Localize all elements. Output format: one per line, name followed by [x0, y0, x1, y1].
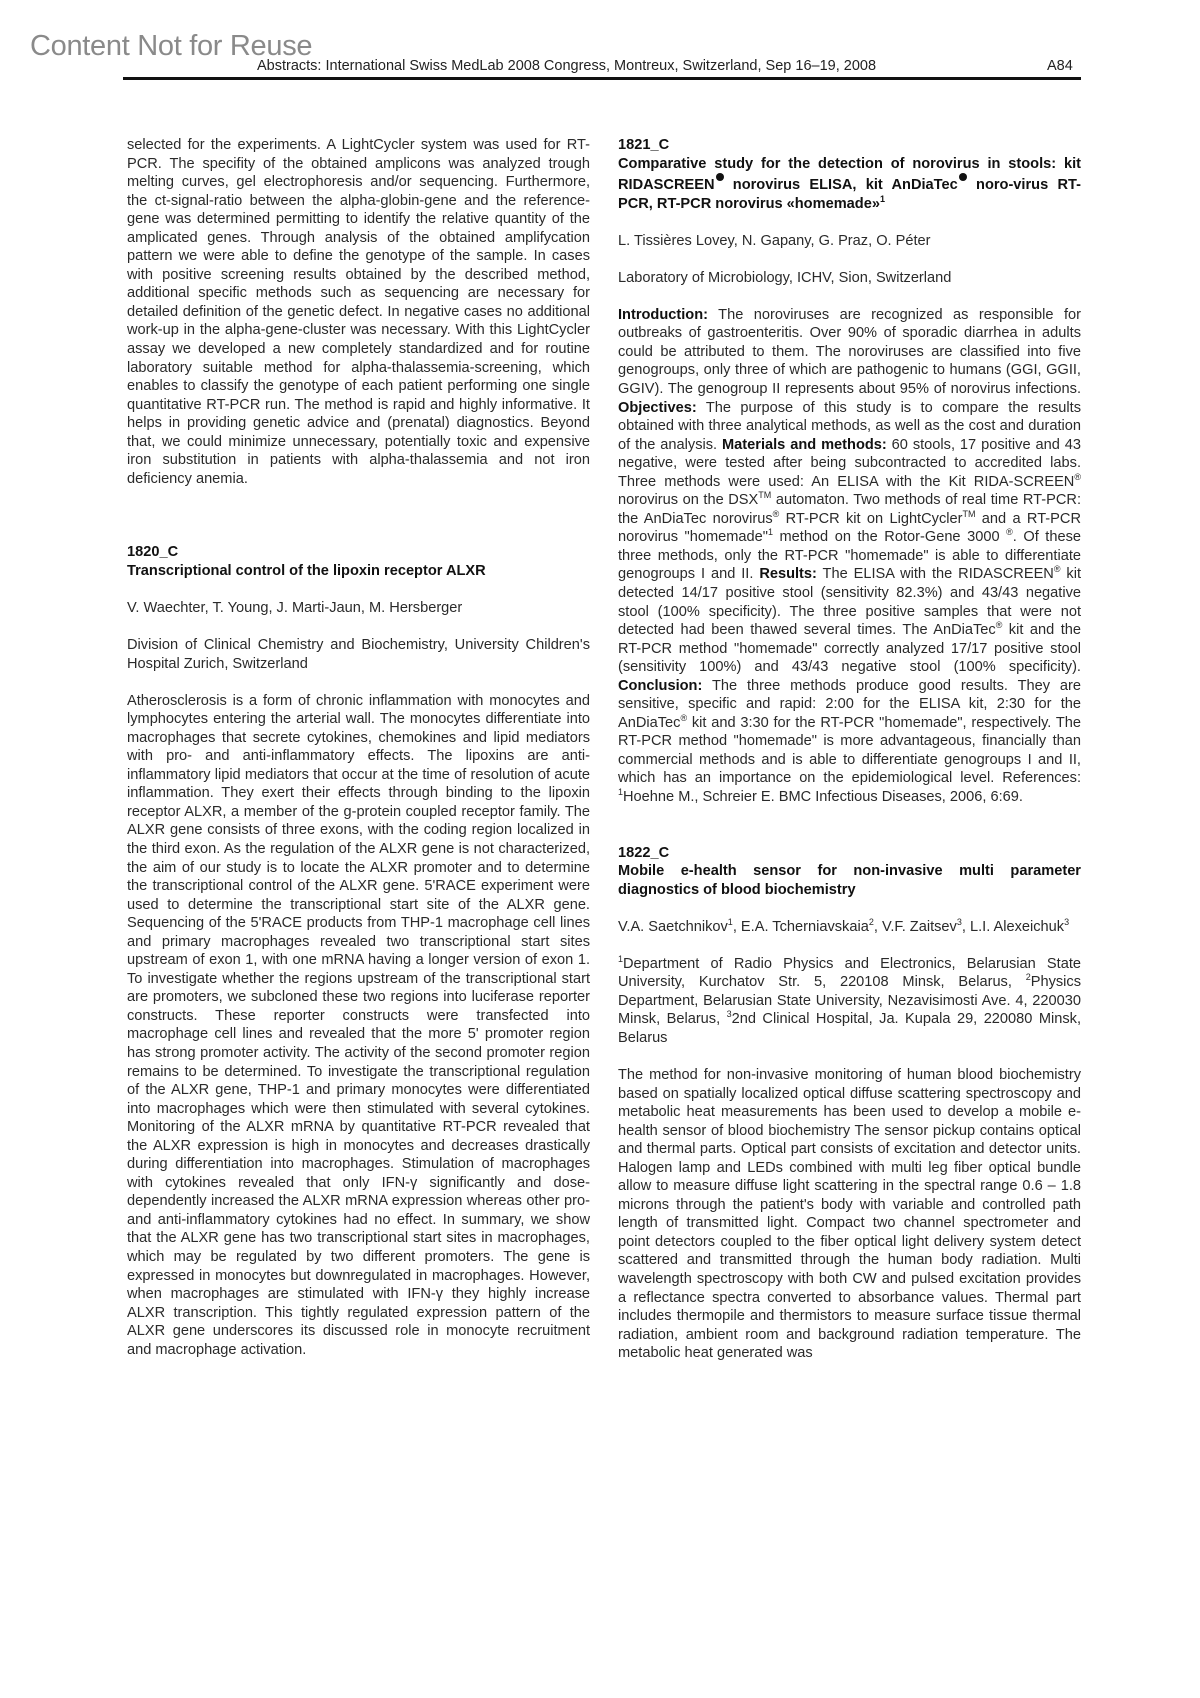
page-number: A84 — [1047, 58, 1073, 74]
spacer — [618, 807, 1081, 844]
body-text: The noroviruses are recognized as responsible for outbreaks of gastroenteritis. Over 90% of sporadic diarrhea in adults could be attributed to them. The noroviruses are classified into five genogroups, only three of which are pathogenic to humans (GGI, GGII, GGIV). The genogroup II represents about 95% of norovirus infections. — [618, 306, 1081, 397]
spacer — [618, 936, 1081, 955]
registered-mark: ® — [772, 508, 780, 519]
body-text: 60 stools, 17 positive and 43 negative, were tested after being subcontracted to accredited labs. Three methods were used: An ELISA with the Kit RIDA-SCREEN — [618, 436, 1081, 490]
section-label-results: Results: — [759, 566, 817, 583]
bullet-icon — [716, 173, 724, 181]
section-label-objectives: Objectives: — [618, 399, 697, 416]
running-head: Abstracts: International Swiss MedLab 2008 Congress, Montreux, Switzerland, Sep 16–19, 2008 — [257, 58, 877, 74]
body-text: kit and the RT-PCR method "homemade" correctly analyzed 17/17 positive stool (sensitivity 100%) and 43/43 negative stool (100% specificity). — [618, 622, 1081, 676]
abstract-body: Atherosclerosis is a form of chronic inflammation with monocytes and lymphocytes entering the arterial wall. The monocytes differentiate into macrophages that secrete cytokines, chemokines and lipid mediators with pro- and anti-inflammatory effects. The lipoxins are anti-inflammatory lipid mediators that occur at the time of resolution of acute inflammation. They exert their effects through binding to the lipoxin receptor ALXR, a member of the g-protein coupled receptor family. The ALXR gene consists of three exons, with the coding region localized in the third exon. As the regulation of the ALXR gene is not characterized, the aim of our study is to locate the ALXR promoter and to determine the transcriptional control of the ALXR gene. 5'RACE experiment were used to determine the transcriptional start site of the ALXR gene. Sequencing of the 5'RACE products from THP-1 macrophage cell lines and primary macrophages revealed two transcriptional start sites upstream of exon 1, with one mRNA having a longer version of exon 1. To investigate whether the regions upstream of the transcriptional start are promoters, we subcloned these two regions into luciferase reporter constructs. These reporter constructs were transfected into macrophage cell lines and revealed that the more 5' promoter region has strong promoter activity. The activity of the second promoter region remains to be determined. To investigate the transcriptional regulation of the ALXR gene, THP-1 and primary monocytes were differentiated into macrophages which were then stimulated with several cytokines. Monitoring of the ALXR mRNA by quantitative RT-PCR revealed that the ALXR expression is high in monocytes and decreases drastically during differentiation into macrophages. Stimulation of macrophages with cytokines revealed that only IFN-γ significantly and dose-dependently increased the ALXR mRNA expression whereas other pro- and anti-inflammatory cytokines had no effect. In summary, we show that the ALXR gene has two transcriptional start sites in macrophages, which may be regulated by two different promoters. The gene is expressed in monocytes but downregulated in macrophages. However, when macrophages are stimulated with IFN-γ they highly increase ALXR transcription. This tightly regulated expression pattern of the ALXR gene underscores its discussed role in monocyte recruitment and macrophage activation. — [127, 692, 590, 1358]
body-text: norovirus on the DSX — [618, 492, 759, 509]
body-text: kit detected 14/17 positive stool (sensitivity 82.3%) and 43/43 negative stool (100% specificity). The three positive samples that were not detected had been thawed several times. The AnDiaTec — [618, 566, 1081, 639]
registered-mark: ® — [1074, 471, 1081, 482]
abstract-authors — [618, 918, 1081, 937]
abstract-affiliation: Division of Clinical Chemistry and Biochemistry, University Children's Hospital Zurich, Switzerland — [127, 637, 590, 672]
footnote-marker: 1 — [879, 193, 885, 204]
abstract-1822 — [618, 844, 1081, 1363]
abstract-id: 1820_C — [127, 544, 179, 561]
trademark-mark: TM — [962, 508, 976, 519]
title-text: norovirus ELISA, kit AnDiaTec — [723, 177, 958, 194]
section-label-conclusion: Conclusion: — [618, 677, 703, 694]
spacer — [618, 287, 1081, 306]
body-text: kit and 3:30 for the RT-PCR "homemade", respectively. The RT-PCR method "homemade" is more advantageous, financially than commercial methods and is able to differentiate genogroups I and II, which has an importance on the epidemiological level. References: — [618, 714, 1081, 787]
abstract-authors: L. Tissières Lovey, N. Gapany, G. Praz, O. Péter — [618, 232, 931, 249]
affiliation-text: Department of Radio Physics and Electronics, Belarusian State University, Kurchatov Str. 5, 220108 Minsk, Belarus, — [618, 955, 1081, 991]
affiliation-marker: 3 — [956, 916, 962, 927]
separator: , — [732, 918, 741, 935]
affiliation-text: 2nd Clinical Hospital, Ja. Kupala 29, 220080 Minsk, Belarus — [618, 1011, 1082, 1046]
spacer — [618, 213, 1081, 232]
abstract-authors: V. Waechter, T. Young, J. Marti-Jaun, M. Hersberger — [127, 599, 463, 616]
author-name: V.F. Zaitsev — [881, 918, 957, 935]
footnote-marker: 1 — [618, 787, 624, 797]
spacer — [618, 899, 1081, 918]
abstract-body: The method for non-invasive monitoring of human blood biochemistry based on spatially localized optical diffuse scattering spectroscopy and metabolic heat measurements has been used to develop a mobile e-health sensor of blood biochemistry The sensor pickup contains optical and thermal parts. Optical part consists of excitation and detector units. Halogen lamp and LEDs combined with multi leg fiber optical bundle allow to measure diffuse light scattering in the spectral range 0.6 – 1.8 microns through the patient's body with variable and controlled path length of transmitted light. Compact two channel spectrometer and point detectors coupled to the fiber optical light delivery system detect scattered and transmitted through the human body radiation. Multi wavelength spectroscopy with both CW and pulsed excitation provides a reflectance spectra converted to absorbance values. Thermal part includes thermopile and thermistors to measure surface tissue thermal radiation, ambient room and background radiation temperature. The metabolic heat generated was — [618, 1066, 1081, 1362]
continued-abstract-text: selected for the experiments. A LightCycler system was used for RT-PCR. The specifity of the obtained amplicons was analyzed trough melting curves, gel electrophoresis and/or sequencing. Furthermore, the ct-signal-ratio between the alpha-globin-gene and the reference-gene was determined permitting to identify the relative quantity of the amplicated genes. Through analysis of the obtained amplifycation pattern we were able to define the genotype of the sample. In cases with positive screening results obtained by the described method, additional specific methods such as sequencing are necessary for detailed definition of the genetic defect. In negative cases no additional work-up in the alpha-gene-cluster was necessary. With this LightCycler assay we developed a new completely standardized and for routine laboratory suitable method for alpha-thalassemia-screening, which enables to classify the genotype of each patient performing one single quantitative RT-PCR run. The method is rapid and highly informative. It helps in providing genetic advice and (prenatal) diagnostics. Beyond that, we could minimize unnecessary, potentially toxic and expensive iron substitution in patients with alpha-thalassemia and not iron deficiency anemia. — [127, 137, 590, 487]
title-text: Comparative study for the detection of norovirus in stools: kit RIDASCREEN — [618, 155, 1081, 194]
abstract-id: 1822_C — [618, 844, 670, 861]
abstract-id: 1821_C — [618, 137, 670, 153]
trademark-mark: TM — [758, 490, 772, 501]
affiliation-marker: 2 — [1025, 972, 1031, 983]
body-text: automaton. Two methods of real time RT-PCR: the AnDiaTec norovirus — [618, 492, 1081, 527]
section-label-methods: Materials and methods: — [722, 436, 887, 453]
body-text: RT-PCR kit on LightCycler — [779, 510, 963, 527]
abstract-1821 — [618, 136, 1081, 807]
abstract-title — [618, 155, 1081, 214]
left-column — [127, 136, 590, 1359]
body-text: method on the Rotor-Gene 3000 — [772, 529, 1007, 546]
spacer — [127, 580, 590, 599]
author-name: L.I. Alexeichuk — [969, 918, 1065, 935]
affiliation-marker: 1 — [727, 916, 733, 927]
abstract-1820 — [127, 543, 590, 1359]
affiliation-marker: 3 — [1064, 916, 1070, 927]
watermark: Content Not for Reuse — [30, 30, 313, 62]
author-name: V.A. Saetchnikov — [618, 918, 728, 935]
registered-mark: ® — [1006, 527, 1013, 538]
spacer — [127, 488, 590, 543]
footnote-marker: 1 — [767, 527, 773, 538]
abstract-affiliation — [618, 955, 1081, 1048]
abstract-affiliation: Laboratory of Microbiology, ICHV, Sion, Switzerland — [618, 269, 952, 286]
body-text: The purpose of this study is to compare the results obtained with three analytical methods, as well as the cost and duration of the analysis. — [618, 399, 1081, 453]
spacer — [618, 250, 1081, 269]
bullet-icon — [959, 173, 967, 181]
body-text: . Of these three methods, only the RT-PCR "homemade" is able to differentiate genogroups I and II. — [618, 529, 1081, 583]
spacer — [618, 1047, 1081, 1066]
spacer — [127, 618, 590, 637]
affiliation-text: Physics Department, Belarusian State University, Nezavisimosti Ave. 4, 220030 Minsk, Belarus, — [618, 974, 1081, 1028]
abstract-body — [618, 306, 1081, 807]
header-rule — [123, 77, 1081, 80]
body-text: and a RT-PCR norovirus "homemade" — [618, 510, 1081, 546]
abstract-title: Mobile e-health sensor for non-invasive multi parameter diagnostics of blood biochemistry — [618, 863, 1081, 898]
separator: , — [873, 918, 882, 935]
abstract-title: Transcriptional control of the lipoxin receptor ALXR — [127, 562, 486, 579]
right-column — [618, 136, 1081, 1363]
reference-text: Hoehne M., Schreier E. BMC Infectious Diseases, 2006, 6:69. — [623, 789, 1023, 805]
body-text: The three methods produce good results. They are sensitive, specific and rapid: 2:00 for the ELISA kit, 2:30 for the AnDiaTec — [618, 677, 1081, 731]
registered-mark: ® — [995, 620, 1003, 631]
separator: , — [961, 918, 970, 935]
registered-mark: ® — [1053, 564, 1061, 575]
spacer — [127, 673, 590, 692]
affiliation-marker: 2 — [868, 916, 874, 927]
registered-mark: ® — [680, 712, 688, 723]
affiliation-marker: 1 — [618, 953, 624, 964]
title-text: noro-virus RT-PCR, RT-PCR norovirus «homemade» — [618, 177, 1081, 212]
body-text: The ELISA with the RIDASCREEN — [816, 566, 1054, 583]
author-name: E.A. Tcherniavskaia — [740, 918, 869, 935]
section-label-introduction: Introduction: — [618, 306, 708, 323]
affiliation-marker: 3 — [726, 1009, 732, 1020]
